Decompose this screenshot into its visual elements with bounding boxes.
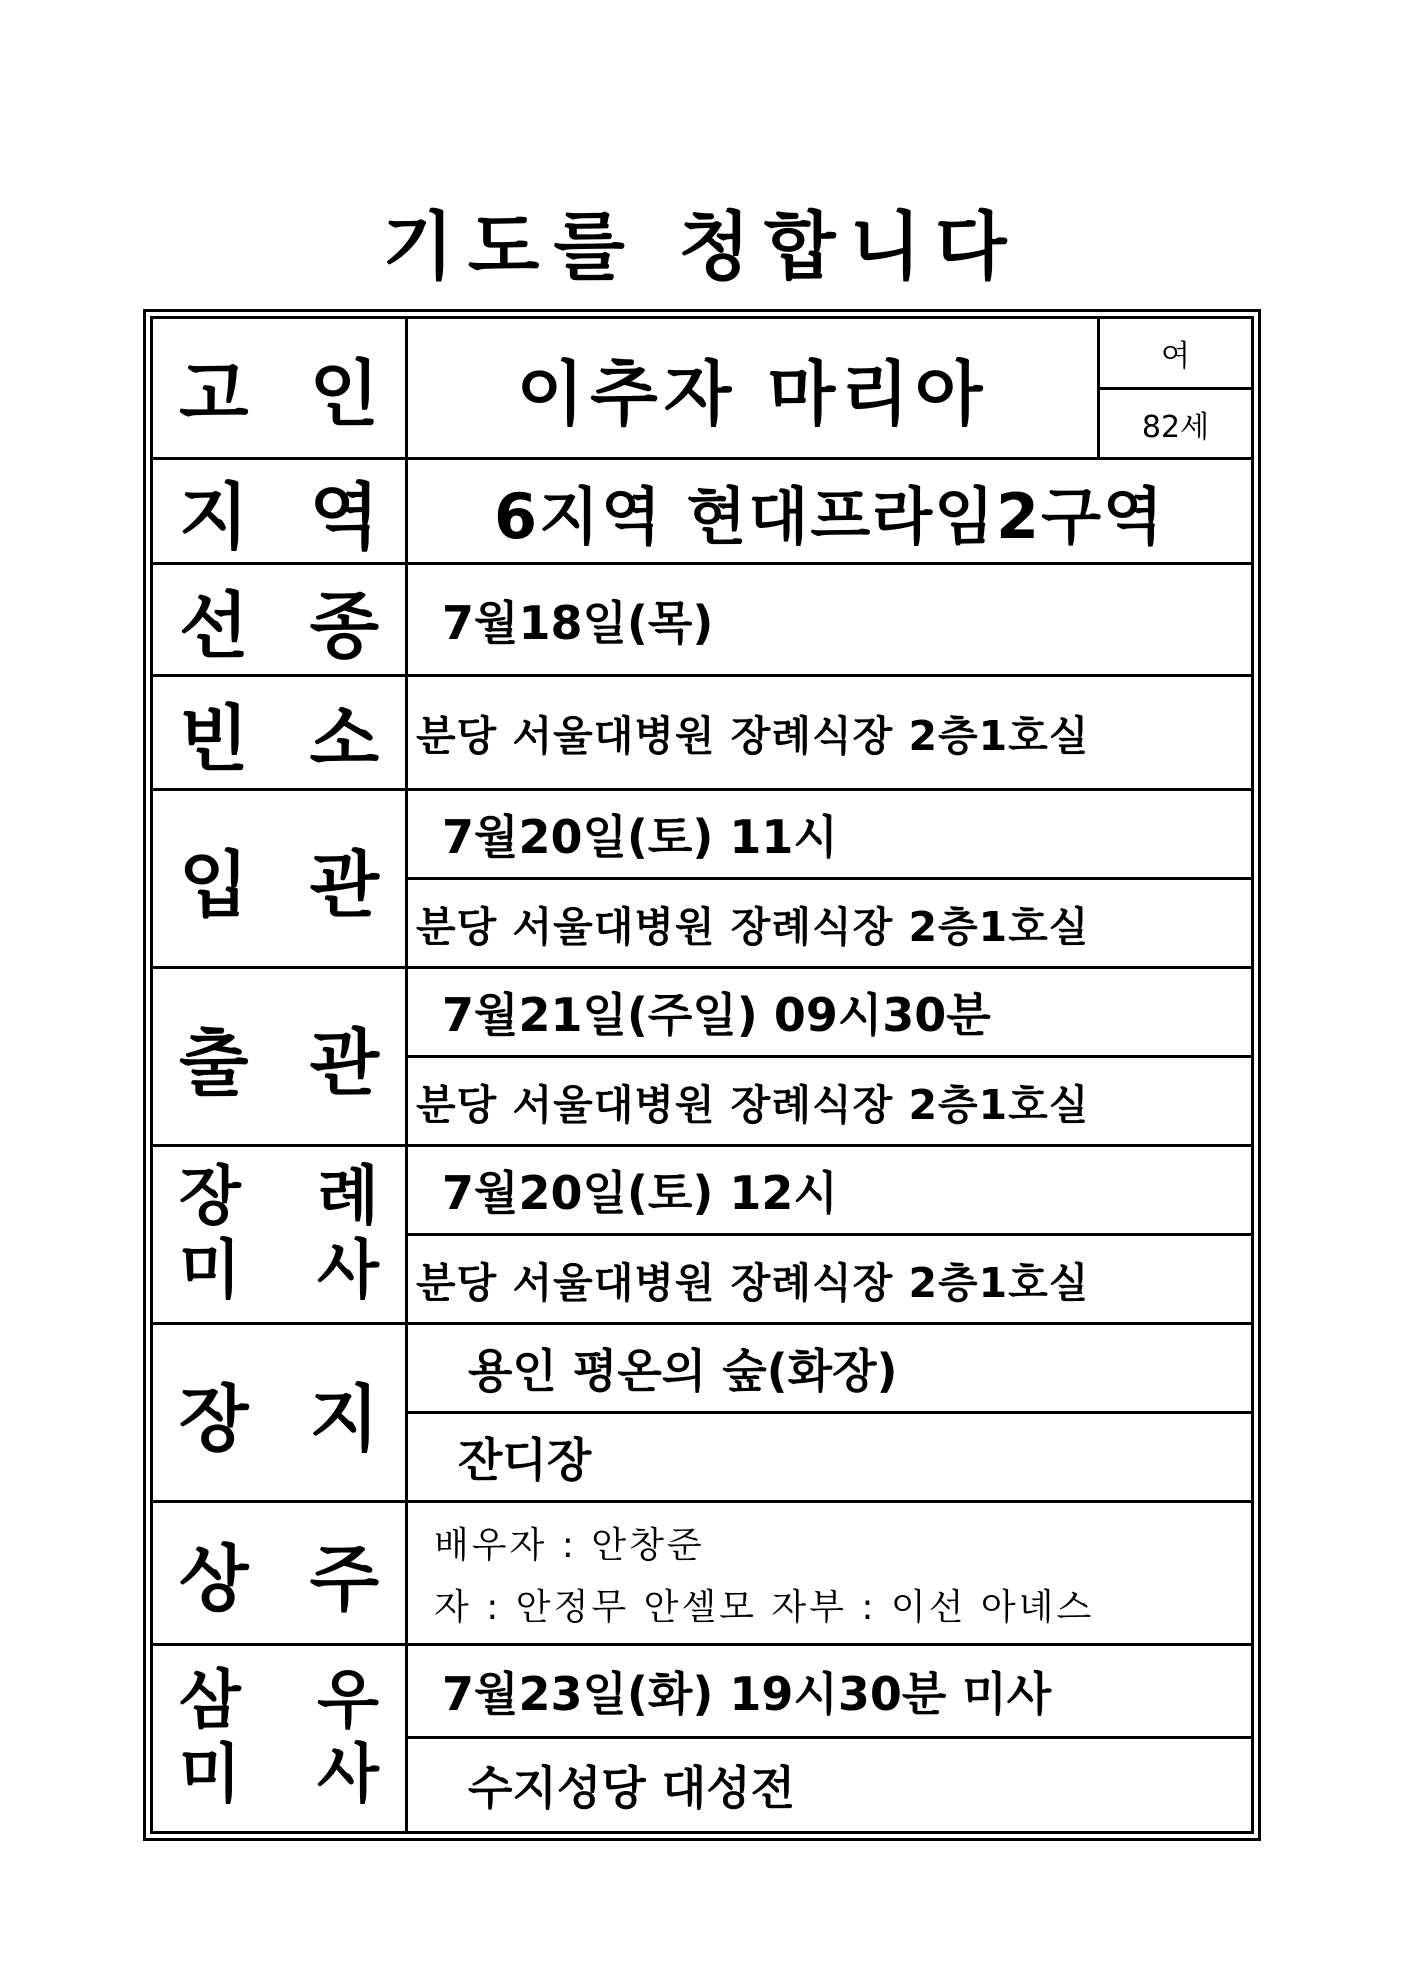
third-day-mass-label-char-2: 우 [317,1663,379,1738]
region-label-cell [150,457,408,565]
burial-label-char-2: 지 [309,1376,379,1461]
burial-place: 용인 평온의 숲(화장) [405,1322,1254,1414]
third-day-mass-label-cell [150,1643,408,1834]
encoffin-label-char-2: 관 [309,842,379,927]
region-label-char-2: 역 [309,475,379,559]
mortuary-label-cell [150,674,408,791]
mourners-label-cell [150,1500,408,1646]
encoffin-place: 분당 서울대병원 장례식장 2층1호실 [405,877,1254,969]
funeral-mass-date: 7월20일(토) 12시 [405,1144,1254,1236]
death-label-char-1: 선 [179,583,249,668]
mortuary-label-char-1: 빈 [179,696,249,781]
departure-place: 분당 서울대병원 장례식장 2층1호실 [405,1055,1254,1147]
third-day-mass-label-char-3: 미 [179,1737,241,1812]
mourners-label-char-1: 상 [179,1537,249,1621]
deceased-label-char-2: 인 [309,352,379,436]
burial-label-cell [150,1322,408,1503]
burial-label-char-1: 장 [179,1376,249,1461]
deceased-label-cell [150,316,408,460]
mourners-cell [405,1500,1254,1646]
funeral-mass-label-char-2: 례 [317,1159,379,1234]
encoffin-date: 7월20일(토) 11시 [405,788,1254,880]
deceased-gender: 여 [1097,316,1254,390]
deceased-age: 82세 [1097,387,1254,460]
mourners-label-char-2: 주 [309,1537,379,1621]
mortuary-place: 분당 서울대병원 장례식장 2층1호실 [405,674,1254,791]
mourners-children: 자 : 안정무 안셀모 자부 : 이선 아녜스 [434,1586,1095,1628]
third-day-mass-label-char-1: 삼 [179,1663,241,1738]
departure-label-cell [150,966,408,1147]
third-day-mass-date: 7월23일(화) 19시30분 미사 [405,1643,1254,1739]
encoffin-label-cell [150,788,408,969]
deceased-label-char-1: 고 [179,352,249,436]
region-value: 6지역 현대프라임2구역 [405,457,1254,565]
funeral-mass-label-char-1: 장 [179,1159,241,1234]
death-label-char-2: 종 [309,583,379,668]
funeral-mass-place: 분당 서울대병원 장례식장 2층1호실 [405,1233,1254,1325]
funeral-mass-label-cell [150,1144,408,1325]
mortuary-label-char-2: 소 [309,696,379,781]
departure-label-char-1: 출 [179,1020,249,1105]
page-title: 기도를 청합니다 [382,204,1021,290]
funeral-mass-label-char-4: 사 [317,1233,379,1308]
mourners-spouse: 배우자 : 안창준 [434,1524,705,1566]
funeral-mass-label-char-3: 미 [179,1233,241,1308]
death-label-cell [150,562,408,677]
third-day-mass-label-char-4: 사 [317,1737,379,1812]
death-date: 7월18일(목) [405,562,1254,677]
departure-label-char-2: 관 [309,1020,379,1105]
region-label-char-1: 지 [179,475,249,559]
burial-detail: 잔디장 [405,1411,1254,1503]
encoffin-label-char-1: 입 [179,842,249,927]
departure-date: 7월21일(주일) 09시30분 [405,966,1254,1058]
third-day-mass-place: 수지성당 대성전 [405,1736,1254,1834]
deceased-name: 이추자 마리아 [405,316,1100,460]
